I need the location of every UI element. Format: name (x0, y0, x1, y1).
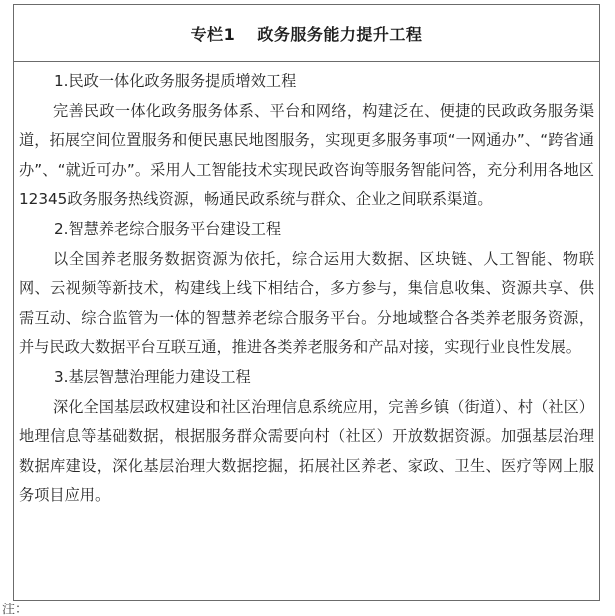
section-body: 深化全国基层政权建设和社区治理信息系统应用，完善乡镇（街道）、村（社区）地理信息等基础数据，根据服务群众需要向村（社区）开放数据资源。加强基层治理数据库建设，深化基层治理大数据挖掘，拓展社区养老、家政、卫生、医疗等网上服务项目应用。 (19, 397, 594, 505)
section-heading: 1.民政一体化政务服务提质增效工程 (54, 72, 297, 90)
footnote: 注： (2, 603, 29, 616)
column-title-row (14, 5, 599, 62)
column-number: 专栏1 (190, 24, 236, 44)
section-body: 以全国养老服务数据资源为依托，综合运用大数据、区块链、人工智能、物联网、云视频等新技术，构建线上线下相结合，多方参与，集信息收集、资源共享、供需互动、综合监管为一体的智慧养老综合服务平台。分地域整合各类养老服务资源，并与民政大数据平台互联互通，推进各类养老服务和产品对接，实现行业良性发展。 (19, 249, 594, 357)
section-heading: 3.基层智慧治理能力建设工程 (54, 367, 251, 386)
column-title (191, 22, 423, 45)
column-content (14, 63, 599, 511)
column-box (13, 4, 600, 601)
column-title-text: 政务服务能力提升工程 (257, 24, 423, 44)
section-body: 完善民政一体化政务服务体系、平台和网络，构建泛在、便捷的民政政务服务渠道，拓展空间位置服务和便民惠民地图服务，实现更多服务事项“一网通办”、“跨省通办”、“就近可办”。采用人工智能技术实现民政咨询等服务智能问答，充分利用各地区12345政务服务热线资源，畅通民政系统与群众、企业之间联系渠道。 (19, 101, 594, 209)
section-heading: 2.智慧养老综合服务平台建设工程 (54, 219, 282, 238)
